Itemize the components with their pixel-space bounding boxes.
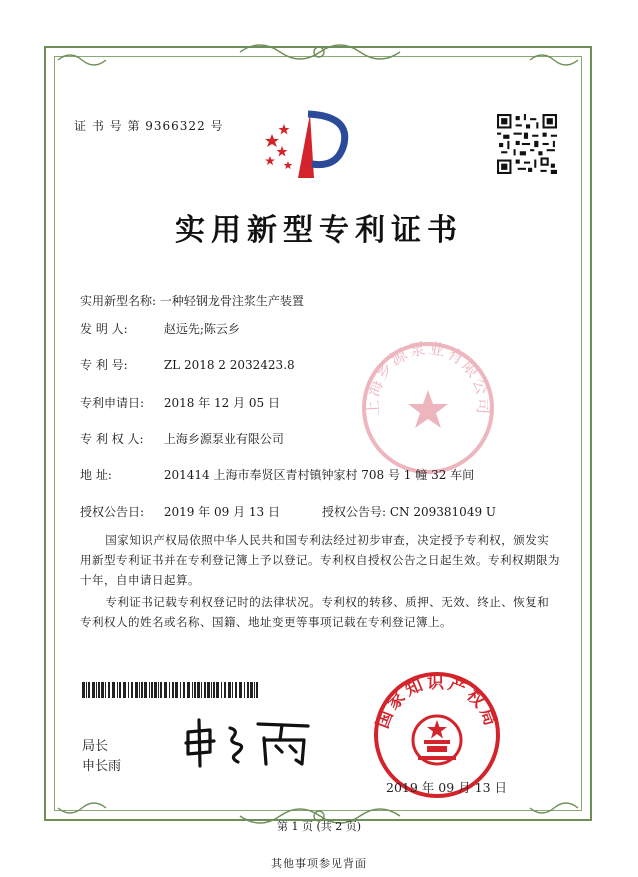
company-seal-text: 上海乡源泵业有限公司 [362,338,494,417]
address-row [80,466,474,483]
address-label: 地 址: [80,468,112,482]
grant-date-label: 授权公告日: [80,505,145,519]
patent-number-label: 专 利 号: [80,358,128,372]
grant-number-label: 授权公告号: [322,505,387,519]
application-date-label: 专利申请日: [80,396,145,410]
application-date-value: 2018 年 12 月 05 日 [163,396,280,410]
barcode-icon [82,682,258,698]
patentee-value: 上海乡源泵业有限公司 [163,432,284,446]
patent-office-logo-icon [258,106,358,186]
grant-date-row [80,503,280,520]
inventor-row [80,320,240,337]
grant-number-value: CN 209381049 U [389,505,497,519]
utility-model-name-label: 实用新型名称: [80,294,157,308]
patentee-row [80,430,284,447]
seal-date: 2019 年 09 月 13 日 [386,780,507,795]
seal-text: 国家知识产权局 [372,673,502,732]
handwritten-signature-icon [180,710,330,770]
address-value: 201414 上海市奉贤区青村镇钟家村 708 号 1 幢 32 车间 [163,468,475,482]
company-seal-icon [358,338,498,478]
application-date-row [80,394,280,411]
inventor-value: 赵远先;陈云乡 [163,322,240,336]
patentee-label: 专 利 权 人: [80,432,144,446]
grant-number-row [322,503,496,520]
patent-number-row [80,356,295,373]
grant-statement-paragraph: 国家知识产权局依照中华人民共和国专利法经过初步审查，决定授予专利权，颁发实用新型专利证书并在专利登记簿上予以登记。专利权自授权公告之日起生效。专利权期限为十年，自申请日起算。 [80,533,560,587]
utility-model-name-value: 一种轻钢龙骨注浆生产装置 [159,294,304,308]
patent-number-value: ZL 2018 2 2032423.8 [163,358,295,372]
inventor-label: 发 明 人: [80,322,128,336]
certificate-number: 证 书 号 第 9366322 号 [74,119,224,133]
grant-date-value: 2019 年 09 月 13 日 [163,505,280,519]
utility-model-name-row [80,292,304,309]
page-number: 第 1 页 (共 2 页) [276,820,362,833]
director-name: 申长雨 [82,759,122,774]
legal-status-paragraph: 专利证书记载专利权登记时的法律状况。专利权的转移、质押、无效、终止、恢复和专利权人的姓名或名称、国籍、地址变更等事项记载在专利登记簿上。 [80,595,550,629]
director-title: 局长 [82,739,109,754]
footer-note: 其他事项参见背面 [271,857,367,870]
certificate-title: 实用新型专利证书 [175,213,463,248]
qr-code-icon [497,114,557,174]
